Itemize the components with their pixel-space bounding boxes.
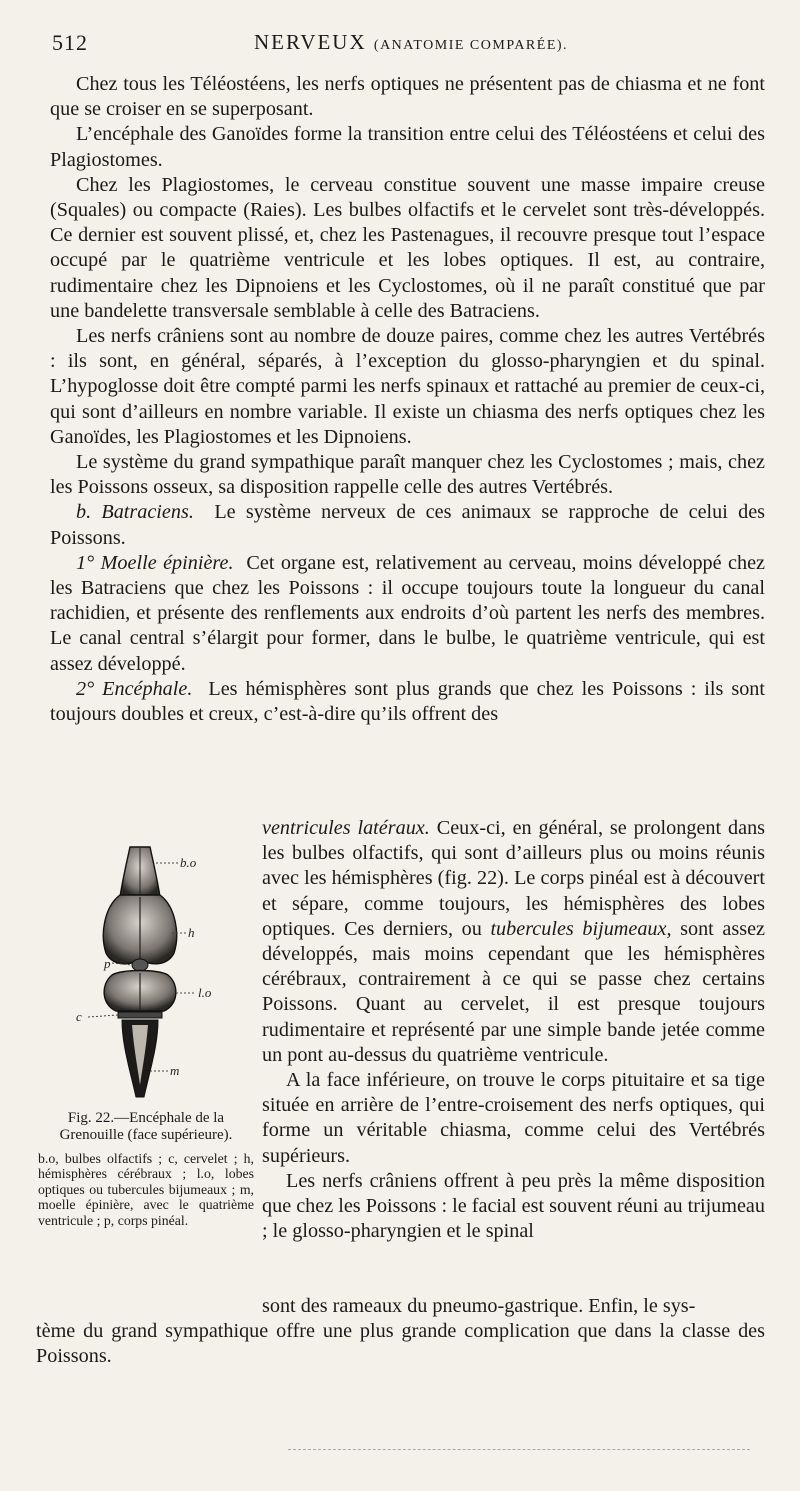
- section-heading-moelle: 1° Moelle épinière.: [76, 551, 234, 574]
- paragraph-teleosteens: Chez tous les Téléostéens, les nerfs optiques ne présentent pas de chiasma et ne font que se croiser en se superposant.: [50, 73, 765, 121]
- paragraph-ganoides: L’encéphale des Ganoïdes forme la transition entre celui des Téléostéens et celui des Plagiostomes.: [50, 123, 765, 171]
- italic-ventricules: ventricules latéraux.: [262, 817, 430, 839]
- running-title-sub: (ANATOMIE COMPARÉE).: [373, 38, 569, 53]
- figure-frog-brain: [60, 835, 260, 1115]
- text-block-bottom: [36, 1294, 765, 1370]
- paragraph-final-lead: sont des rameaux du pneumo-gastrique. Enfin, le sys-: [262, 1295, 696, 1317]
- paragraph-encephale-text: Les hémisphères sont plus grands que chez les Poissons : ils sont toujours doubles et creux, c’est-à-dire qu’ils offrent des: [50, 677, 766, 726]
- figure-label-bo: b.o: [180, 855, 197, 870]
- pineal-body-shape: [132, 959, 148, 971]
- paragraph-moelle-text: Cet organe est, relativement au cerveau, moins développé chez les Batraciens que chez les Poissons : il occupe toujours toute la longueur du canal rachidien, et présente des renflements aux endroits d’où partent les nerfs des membres. Le canal central s’élargit pour former, dans le bulbe, le quatrième ventricule, qui est assez développé.: [50, 551, 765, 675]
- paragraph-batraciens-text: Le système nerveux de ces animaux se rapproche de celui des Poissons.: [50, 501, 766, 549]
- text-block-wrapped: [262, 816, 765, 1244]
- text-block-top: [50, 72, 765, 727]
- paragraph-batraciens: [50, 500, 765, 550]
- cerebellum-shape: [118, 1012, 162, 1018]
- figure-caption: [38, 1110, 254, 1228]
- paragraph-nerfs-craniens: Les nerfs crâniens sont au nombre de douze paires, comme chez les autres Vertébrés : ils sont, en général, séparés, à l’exception du glosso-pharyngien et du spinal. L’hypoglosse doit être compté parmi les nerfs spinaux et rattaché au premier de ceux-ci, qui sont d’ailleurs en nombre variable. Il existe un chiasma des nerfs optiques chez les Ganoïdes, les Plagiostomes et les Dipnoiens.: [50, 325, 765, 448]
- paragraph-moelle: [50, 551, 765, 677]
- running-title-main: NERVEUX: [254, 30, 367, 54]
- bottom-rule: [288, 1449, 750, 1450]
- running-title: [254, 30, 568, 55]
- paragraph-nerfs-batraciens: Les nerfs crâniens offrent à peu près la même disposition que chez les Poissons : le facial est souvent réuni au trijumeau ; le glosso-pharyngien et le spinal: [262, 1169, 765, 1243]
- paragraph-plagiostomes: Chez les Plagiostomes, le cerveau constitue souvent une masse impaire creuse (Squales) ou compacte (Raies). Les bulbes olfactifs et le cervelet sont très-développés. Ce dernier est souvent plissé, et, chez les Pastenagues, il recouvre presque tout l’espace occupé par le quatrième ventricule et les lobes optiques. Il est, au contraire, rudimentaire chez les Dipnoiens et les Cyclostomes, où il ne paraît constitué que par une bandelette transversale semblable à celle des Batraciens.: [50, 173, 765, 322]
- figure-caption-title: Fig. 22.—Encéphale de la Grenouille (face supérieure).: [59, 1110, 233, 1143]
- running-header: [52, 30, 762, 60]
- figure-caption-legend: b.o, bulbes olfactifs ; c, cervelet ; h, hémisphères cérébraux ; l.o, lobes optiques ou tubercules bijumeaux ; m, moelle épinière, avec le quatrième ventricule ; p, corps pinéal.: [38, 1151, 254, 1228]
- page-number: 512: [52, 30, 88, 55]
- figure-label-h: h: [188, 925, 195, 940]
- figure-label-p: p: [104, 956, 111, 971]
- paragraph-encephale-cont: [262, 816, 765, 1068]
- figure-label-lo: l.o: [198, 985, 212, 1000]
- italic-tubercules: tubercules bijumeaux,: [490, 917, 672, 940]
- paragraph-final: tème du grand sympathique offre une plus grande complication que dans la classe des Poissons.: [36, 1320, 765, 1368]
- frog-brain-illustration: [60, 835, 260, 1115]
- paragraph-encephale: [50, 677, 765, 727]
- paragraph-face-inferieure: A la face inférieure, on trouve le corps pituitaire et sa tige située en arrière de l’entre-croisement des nerfs optiques, qui forme un véritable chiasma, comme celui des Vertébrés supérieurs.: [262, 1069, 765, 1167]
- figure-label-m: m: [170, 1063, 180, 1078]
- figure-label-c: c: [76, 1009, 82, 1024]
- encephale-cont-a: Ceux-ci, en général, se prolongent dans les bulbes olfactifs, qui sont d’ailleurs plus ou moins réunis avec les hémisphères (fig. 22). Le corps pinéal est à découvert et sépare, comme toujours, les hémisphères des lobes optiques. Ces derniers, ou: [262, 817, 766, 940]
- encephale-cont-b: sont assez développés, mais moins cependant que les hémisphères cérébraux, contrairement à ce qui se passe chez certains Poissons. Quant au cervelet, il est presque toujours rudimentaire et représenté par une simple bande jetée comme un pont au-dessus du quatrième ventricule.: [262, 917, 765, 1066]
- section-heading-encephale: 2° Encéphale.: [76, 677, 193, 700]
- section-heading-batraciens: b. Batraciens.: [76, 501, 194, 524]
- paragraph-sympathique: Le système du grand sympathique paraît manquer chez les Cyclostomes ; mais, chez les Poissons osseux, sa disposition rappelle celle des autres Vertébrés.: [50, 451, 765, 499]
